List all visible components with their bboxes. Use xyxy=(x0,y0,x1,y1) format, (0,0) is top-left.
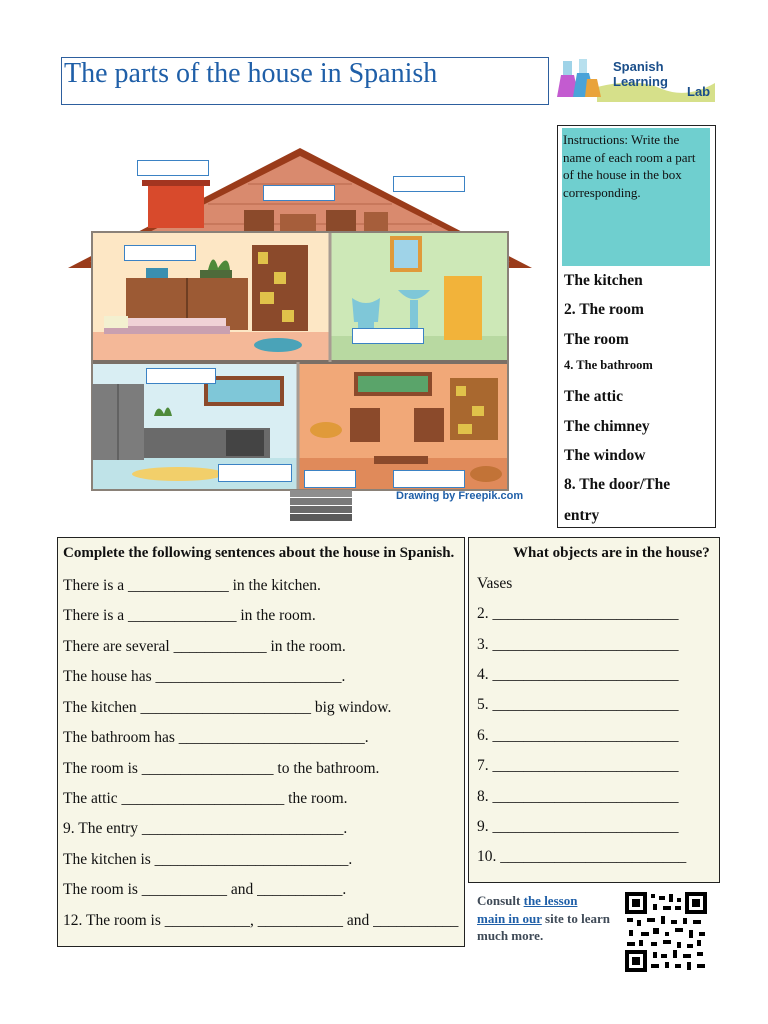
object-line[interactable]: 6. ________________________ xyxy=(477,727,679,744)
consult-note xyxy=(477,892,617,945)
object-line[interactable]: 9. ________________________ xyxy=(477,818,679,835)
object-line[interactable]: 8. ________________________ xyxy=(477,788,679,805)
page-title: The parts of the house in Spanish xyxy=(64,58,438,89)
instructions-text: Instructions: Write the name of each room a part of the house in the box corresponding. xyxy=(563,132,696,200)
part-item: The chimney xyxy=(564,418,650,435)
part-item: 2. The room xyxy=(564,301,644,318)
part-item: The room xyxy=(564,331,629,348)
sentences-heading: Complete the following sentences about the house in Spanish. xyxy=(63,545,455,561)
label-box-roof[interactable] xyxy=(393,176,465,192)
sentence-line[interactable]: The room is _________________ to the bathroom. xyxy=(63,760,380,777)
part-item: The attic xyxy=(564,388,623,405)
sentence-line[interactable]: The attic _____________________ the room. xyxy=(63,790,348,807)
object-line[interactable]: 3. ________________________ xyxy=(477,636,679,653)
part-item: entry xyxy=(564,507,600,524)
part-item: 8. The door/The xyxy=(564,476,671,493)
label-box-window[interactable] xyxy=(218,464,292,482)
object-line[interactable]: 7. ________________________ xyxy=(477,757,679,774)
lesson-link[interactable]: the lesson xyxy=(523,893,578,908)
label-box-bathroom[interactable] xyxy=(352,328,424,344)
label-box-chimney[interactable] xyxy=(137,160,209,176)
part-item: 4. The bathroom xyxy=(564,358,653,372)
site-logo[interactable] xyxy=(557,57,717,102)
object-line[interactable]: 5. ________________________ xyxy=(477,696,679,713)
drawing-credit: Drawing by Freepik.com xyxy=(396,490,524,502)
sentence-line[interactable]: The room is ___________ and ___________. xyxy=(63,881,347,898)
object-line[interactable]: 10. ________________________ xyxy=(477,848,687,865)
qr-code-icon[interactable] xyxy=(625,892,707,972)
sentence-line[interactable]: The bathroom has ________________________. xyxy=(63,729,369,746)
label-box-entry[interactable] xyxy=(304,470,356,488)
object-line[interactable]: Vases xyxy=(477,575,513,592)
label-box-bedroom[interactable] xyxy=(124,245,196,261)
part-item: The kitchen xyxy=(564,272,643,289)
sentence-line[interactable]: The kitchen ______________________ big window. xyxy=(63,699,392,716)
sentence-line[interactable]: 9. The entry __________________________. xyxy=(63,820,348,837)
sentence-line[interactable]: There are several ____________ in the room. xyxy=(63,638,346,655)
label-box-attic[interactable] xyxy=(263,185,335,201)
sentence-line[interactable]: The house has ________________________. xyxy=(63,668,346,685)
label-box-living-room[interactable] xyxy=(393,470,465,488)
objects-heading: What objects are in the house? xyxy=(513,545,710,561)
logo-text-line1: Spanish Learning xyxy=(613,59,668,89)
label-box-kitchen[interactable] xyxy=(146,368,216,384)
object-line[interactable]: 4. ________________________ xyxy=(477,666,679,683)
sentence-line[interactable]: The kitchen is _________________________. xyxy=(63,851,353,868)
logo-text-line2: Lab xyxy=(687,84,711,99)
sentence-line[interactable]: 12. The room is ___________, ___________ and ___________ xyxy=(63,912,459,929)
sentence-line[interactable]: There is a _____________ in the kitchen. xyxy=(63,577,321,594)
lesson-link-cont[interactable]: main in our xyxy=(477,910,542,926)
object-line[interactable]: 2. ________________________ xyxy=(477,605,679,622)
part-item: The window xyxy=(564,447,646,464)
sentence-line[interactable]: There is a ______________ in the room. xyxy=(63,607,316,624)
consult-text-pre: Consult xyxy=(477,893,524,908)
consult-text-post: site to learn much more. xyxy=(477,910,611,943)
